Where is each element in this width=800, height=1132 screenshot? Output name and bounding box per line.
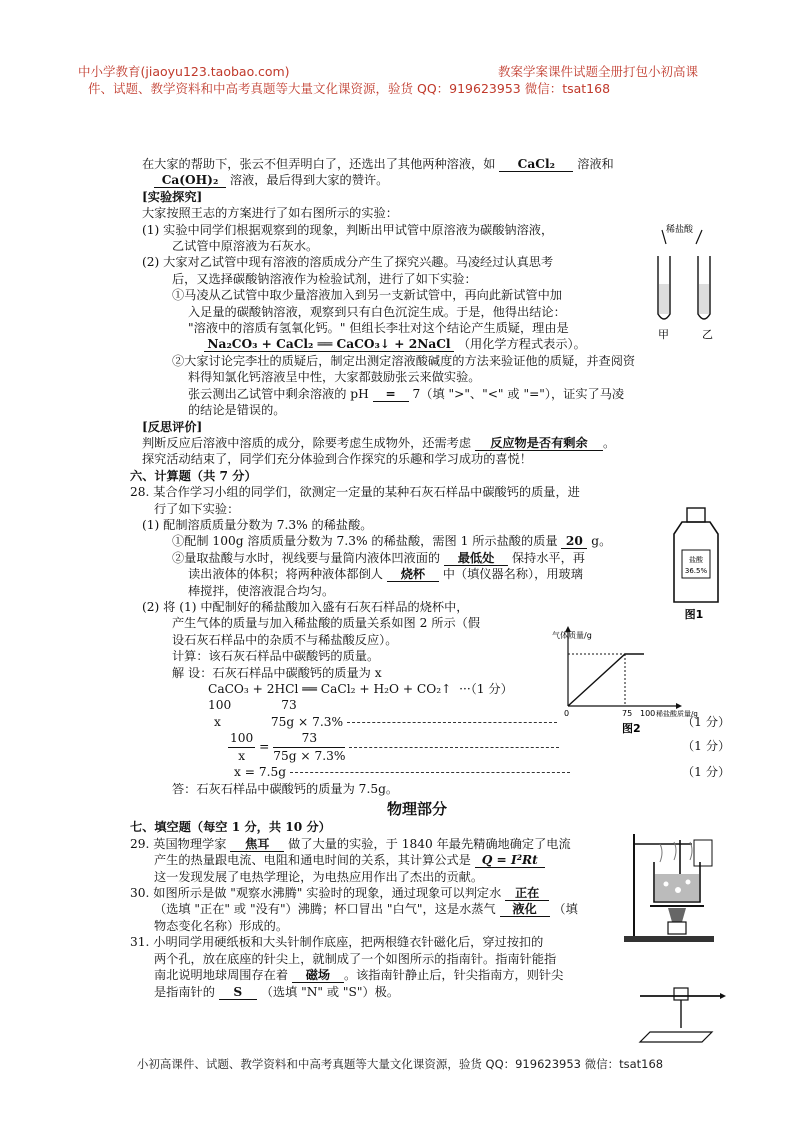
- question-29: 29. 英国物理学家: [130, 836, 227, 851]
- fraction-denominator: x: [238, 748, 246, 763]
- text-line: 物态变化名称）形成的。: [154, 918, 289, 933]
- fraction: [273, 730, 345, 764]
- text-line: 。: [602, 435, 616, 450]
- text-line: 料得知氯化钙溶液呈中性，大家都鼓励张云来做实验。: [188, 370, 481, 385]
- text-line: (2) 大家对乙试管中现有溶液的溶质成分产生了探究兴趣。马凌经过认真思考: [142, 255, 554, 270]
- answer-blank: 烧杯: [387, 567, 439, 582]
- fraction-numerator: 100: [228, 730, 255, 747]
- text-line: 大家按照王志的方案进行了如右图所示的实验：: [142, 206, 398, 221]
- text-line: 棒搅拌，使溶液混合均匀。: [188, 583, 335, 598]
- boiling-apparatus-figure: [620, 826, 720, 946]
- text-line: （填: [553, 902, 578, 917]
- tube-label-a: 甲: [658, 328, 669, 341]
- question-31: 31. 小明同学用硬纸板和大头针制作底座，把两根缝衣针磁化后，穿过按扣的: [130, 935, 544, 950]
- text-line: 读出液体的体积；将两种液体都倒人: [188, 567, 383, 582]
- compass-figure: [636, 980, 726, 1044]
- text-line: 入足量的碳酸钠溶液，观察到只有白色沉淀生成。于是，他得出结论：: [188, 304, 566, 319]
- text-line: ②大家讨论完李壮的质疑后，制定出测定溶液酸碱度的方法来验证他的质疑，并查阅资: [172, 353, 636, 368]
- text-line: "溶液中的溶质有氢氧化钙。" 但组长李壮对这个结论产生质疑，理由是: [188, 321, 569, 336]
- final-answer: 答：石灰石样品中碳酸钙的质量为 7.5g。: [172, 781, 399, 796]
- answer-blank: Q = I²Rt: [475, 853, 545, 868]
- text-line: g。: [591, 534, 612, 549]
- text-line: （选填 "N" 或 "S"）极。: [260, 984, 400, 999]
- intro-text: 在大家的帮助下，张云不但弄明白了，还选出了其他两种溶液，如: [142, 157, 496, 171]
- text-line: 7（填 ">"、"<" 或 "="），证实了马凌: [412, 386, 625, 401]
- intro-text: 溶液和: [577, 157, 614, 171]
- text-line: 。该指南针静止后，针尖指南方，则针尖: [343, 968, 564, 983]
- text-line: 计算：该石灰石样品中碳酸钙的质量。: [172, 649, 380, 664]
- series-line: [568, 654, 644, 706]
- test-tubes-figure: [636, 222, 736, 342]
- text-line: ①马凌从乙试管中取少量溶液加入到另一支新试管中，再向此新试管中加: [172, 288, 562, 303]
- equation-blank: Na₂CO₃ + CaCl₂ ══ CaCO₃↓ + 2NaCl: [204, 337, 454, 352]
- text-line: ②量取盐酸与水时，视线要与量筒内液体凹液面的: [172, 550, 441, 565]
- section-heading: [实验探究]: [142, 189, 203, 204]
- answer-blank: 焦耳: [230, 837, 284, 852]
- tube-label-b: 乙: [702, 328, 713, 341]
- text-line: 产生气体的质量与加入稀盐酸的质量关系如图 2 所示（假: [172, 616, 481, 631]
- x-tick-75: 75: [622, 709, 633, 718]
- gas-mass-graph: [548, 624, 708, 740]
- text-line: (2) 将 (1) 中配制好的稀盐酸加入盛有石灰石样品的烧杯中，: [142, 599, 469, 614]
- fraction-numerator: 73: [273, 730, 345, 747]
- text-line: 乙试管中原溶液为石灰水。: [172, 239, 319, 254]
- text-line: ①配制 100g 溶质质量分数为 7.3% 的稀盐酸，需图 1 所示盐酸的质量: [172, 534, 558, 549]
- text-line: 后，又选择碳酸钠溶液作为检验试剂，进行了如下实验：: [172, 271, 477, 286]
- question-30: 30. 如图所示是做 "观察水沸腾" 实验时的现象，通过现象可以判定水: [130, 886, 502, 901]
- text-line: 保持水平，再: [511, 550, 585, 565]
- text-line: 中（填仪器名称），用玻璃: [442, 567, 583, 582]
- text-line: 探究活动结束了，同学们充分体验到合作探究的乐趣和学习成功的喜悦！: [142, 452, 532, 467]
- text-line: 判断反应后溶液中溶质的成分，除要考虑生成物外，还需考虑: [142, 435, 472, 450]
- bottle-label-name: 盐酸: [689, 556, 703, 564]
- text-line: (1) 实验中同学们根据观察到的现象，判断出甲试管中原溶液为碳酸钠溶液，: [142, 222, 554, 237]
- figure-caption: 图2: [622, 722, 641, 735]
- dropper-label: 稀盐酸: [666, 225, 694, 235]
- points: （1 分）: [682, 714, 731, 729]
- text-line: 两个孔，放在底座的针尖上，就制成了一个如图所示的指南针。指南针能指: [154, 951, 557, 966]
- molar-mass: 100: [208, 698, 232, 713]
- figure-caption: 图1: [684, 608, 704, 621]
- answer-blank: CaCl₂: [499, 157, 573, 172]
- answer-blank: 液化: [500, 902, 550, 917]
- text-line: （选填 "正在" 或 "没有"）沸腾；杯口冒出 "白气"，这是水蒸气: [154, 902, 496, 917]
- text-line: 张云测出乙试管中剩余溶液的 pH: [188, 386, 369, 401]
- points: （1 分）: [682, 739, 731, 754]
- points: （1 分）: [682, 765, 731, 780]
- section-heading: 六、计算题（共 7 分）: [130, 468, 257, 483]
- section-heading: [反思评价]: [142, 419, 203, 434]
- header-right: 教案学案课件试题全册打包小初高课: [498, 64, 699, 79]
- text-line: 是指南针的: [154, 984, 215, 999]
- answer-blank: 正在: [505, 886, 549, 901]
- result: x = 7.5g: [234, 765, 287, 780]
- answer-blank: S: [219, 985, 257, 1000]
- x-axis-label: 稀盐酸质量/g: [656, 710, 698, 718]
- text-line: （用化学方程式表示）。: [457, 337, 586, 352]
- x-tick-0: 0: [564, 709, 570, 718]
- question-28: 28. 某合作学习小组的同学们，欲测定一定量的某种石灰石样品中碳酸钙的质量，进: [130, 485, 580, 500]
- solution-setup: 解 设：石灰石样品中碳酸钙的质量为 x: [172, 665, 382, 680]
- points: ···（1 分）: [459, 682, 513, 696]
- reagent-mass: 75g × 7.3%: [270, 714, 344, 729]
- section-title: 物理部分: [386, 800, 447, 819]
- answer-blank: Ca(OH)₂: [154, 173, 226, 188]
- variable: x: [214, 714, 221, 729]
- header-left: 中小学教育(jiaoyu123.taobao.com): [78, 64, 290, 79]
- text-line: 设石灰石样品中的杂质不与稀盐酸反应）。: [172, 632, 398, 647]
- text-line: 这一发现发展了电热学理论，为电热应用作出了杰出的贡献。: [154, 869, 484, 884]
- answer-blank: 20: [561, 534, 587, 549]
- bottle-figure: [670, 506, 730, 622]
- bottle-label-conc: 36.5%: [684, 567, 708, 575]
- text-line: 行了如下实验：: [154, 501, 240, 516]
- text-line: 的结论是错误的。: [188, 403, 286, 418]
- fraction: [228, 730, 255, 764]
- answer-blank: 磁场: [292, 968, 344, 983]
- footer: 小初高课件、试题、教学资料和中高考真题等大量文化课资源，验货 QQ：919623953 微信：tsat168: [136, 1057, 664, 1071]
- y-axis-label: 气体质量/g: [552, 631, 592, 640]
- text-line: 做了大量的实验，于 1840 年最先精确地确定了电流: [288, 836, 571, 851]
- intro-text: 溶液，最后得到大家的赞许。: [229, 173, 389, 188]
- fraction-denominator: 75g × 7.3%: [273, 748, 346, 763]
- chem-equation: CaCO₃ + 2HCl ══ CaCl₂ + H₂O + CO₂↑: [208, 682, 452, 696]
- text-line: (1) 配制溶质质量分数为 7.3% 的稀盐酸。: [142, 517, 373, 532]
- text-line: 产生的热量跟电流、电阻和通电时间的关系，其计算公式是: [154, 853, 471, 868]
- header-line2: 件、试题、教学资料和中高考真题等大量文化课资源，验货 QQ：919623953 微信：tsat168: [88, 81, 611, 96]
- answer-blank: 反应物是否有剩余: [475, 436, 603, 451]
- molar-mass: 73: [281, 698, 297, 713]
- section-heading: 七、填空题（每空 1 分，共 10 分）: [130, 820, 331, 835]
- answer-blank: 最低处: [444, 551, 508, 566]
- page-body: 在大家的帮助下，张云不但弄明白了，还选出了其他两种溶液，如 CaCl₂ 溶液和 Ca(OH)₂ 溶液，最后得到大家的赞许。 [实验探究] 大家按照王志的方案进行了如右图所示的实验： (1) 实验中同学们根据观察到的现象，判断出甲试管中原溶液为碳酸钠溶液， 乙试管中原溶液为石灰水。 (2) 大家对乙试管中现有溶液的溶质成分产生了探究兴趣。马凌经过认真思考 后，又选择碳酸钠溶液作为检验试剂，进行了如下实验： ①马凌从乙试管中取少量溶液加入到另一支新试管中，再向此新试管中加 入足量的碳酸钠溶液，观察到只有白色沉淀生成。于是，他得出结论： "溶液中的溶质有氢氧化钙。" 但组长李壮对这个结论产生质疑，理由是 Na₂CO₃ + CaCl₂ ══ CaCO₃↓ + 2NaCl （用化学方程式表示）。 ②大家讨论完李壮的质疑后，制定出测定溶液酸碱度的方法来验证他的质疑，并查阅资 料得知氯化钙溶液呈中性，大家都鼓励张云来做实验。 张云测出乙试管中剩余溶液的 pH = 7（填 ">"、"<" 或 "="），证实了马凌 的结论是错误的。 [反思评价] 判断反应后溶液中溶质的成分，除要考虑生成物外，还需考虑 反应物是否有剩余 。 探究活动结束了，同学们充分体验到合作探究的乐趣和学习成功的喜悦！ 六、计算题（共 7 分） 28. 某合作学习小组的同学们，欲测定一定量的某种石灰石样品中碳酸钙的质量，进 行了如下实验： (1) 配制溶质质量分数为 7.3% 的稀盐酸。 ①配制 100g 溶质质量分数为 7.3% 的稀盐酸，需图 1 所示盐酸的质量 20 g。 ②量取盐酸与水时，视线要与量筒内液体凹液面的 最低处 保持水平，再 读出液体的体积；将两种液体都倒人 烧杯 中（填仪器名称），用玻璃 棒搅拌，使溶液混合均匀。 (2) 将 (1) 中配制好的稀盐酸加入盛有石灰石样品的烧杯中， 产生气体的质量与加入稀盐酸的质量关系如图 2 所示（假 设石灰石样品中的杂质不与稀盐酸反应）。 计算：该石灰石样品中碳酸钙的质量。 解 设：石灰石样品中碳酸钙的质量为 x CaCO₃ + 2HCl ══ CaCl₂ + H₂O + CO₂↑ ···（1 分） 100 73 x 75g × 7.3% （1 分） $\frac{100}{x}$ = $\frac{73}{75g \times 7.3\%}$ （1 分） x = 7.5g （1 分） 答：石灰石样品中碳酸钙的质量为 7.5g。 物理部分 七、填空题（每空 1 分，共 10 分） 29. 英国物理学家 焦耳 做了大量的实验，于 1840 年最先精确地确定了电流 产生的热量跟电流、电阻和通电时间的关系，其计算公式是 Q = I²Rt 这一发现发展了电热学理论，为电热应用作出了杰出的贡献。 30. 如图所示是做 "观察水沸腾" 实验时的现象，通过现象可以判定水 正在 （选填 "正在" 或 "没有"）沸腾；杯口冒出 "白气"，这是水蒸气 液化 （填 物态变化名称）形成的。 31. 小明同学用硬纸板和大头针制作底座，把两根缝衣针磁化后，穿过按扣的 两个孔，放在底座的针尖上，就制成了一个如图所示的指南针。指南针能指 南北说明地球周围存在着 磁场 。该指南针静止后，针尖指南方，则针尖 是指南针的 S （选填 "N" 或 "S"）极。: [130, 157, 731, 999]
- ph-blank: =: [373, 387, 409, 402]
- x-tick-100: 100: [640, 709, 656, 718]
- text-line: 南北说明地球周围存在着: [154, 968, 289, 983]
